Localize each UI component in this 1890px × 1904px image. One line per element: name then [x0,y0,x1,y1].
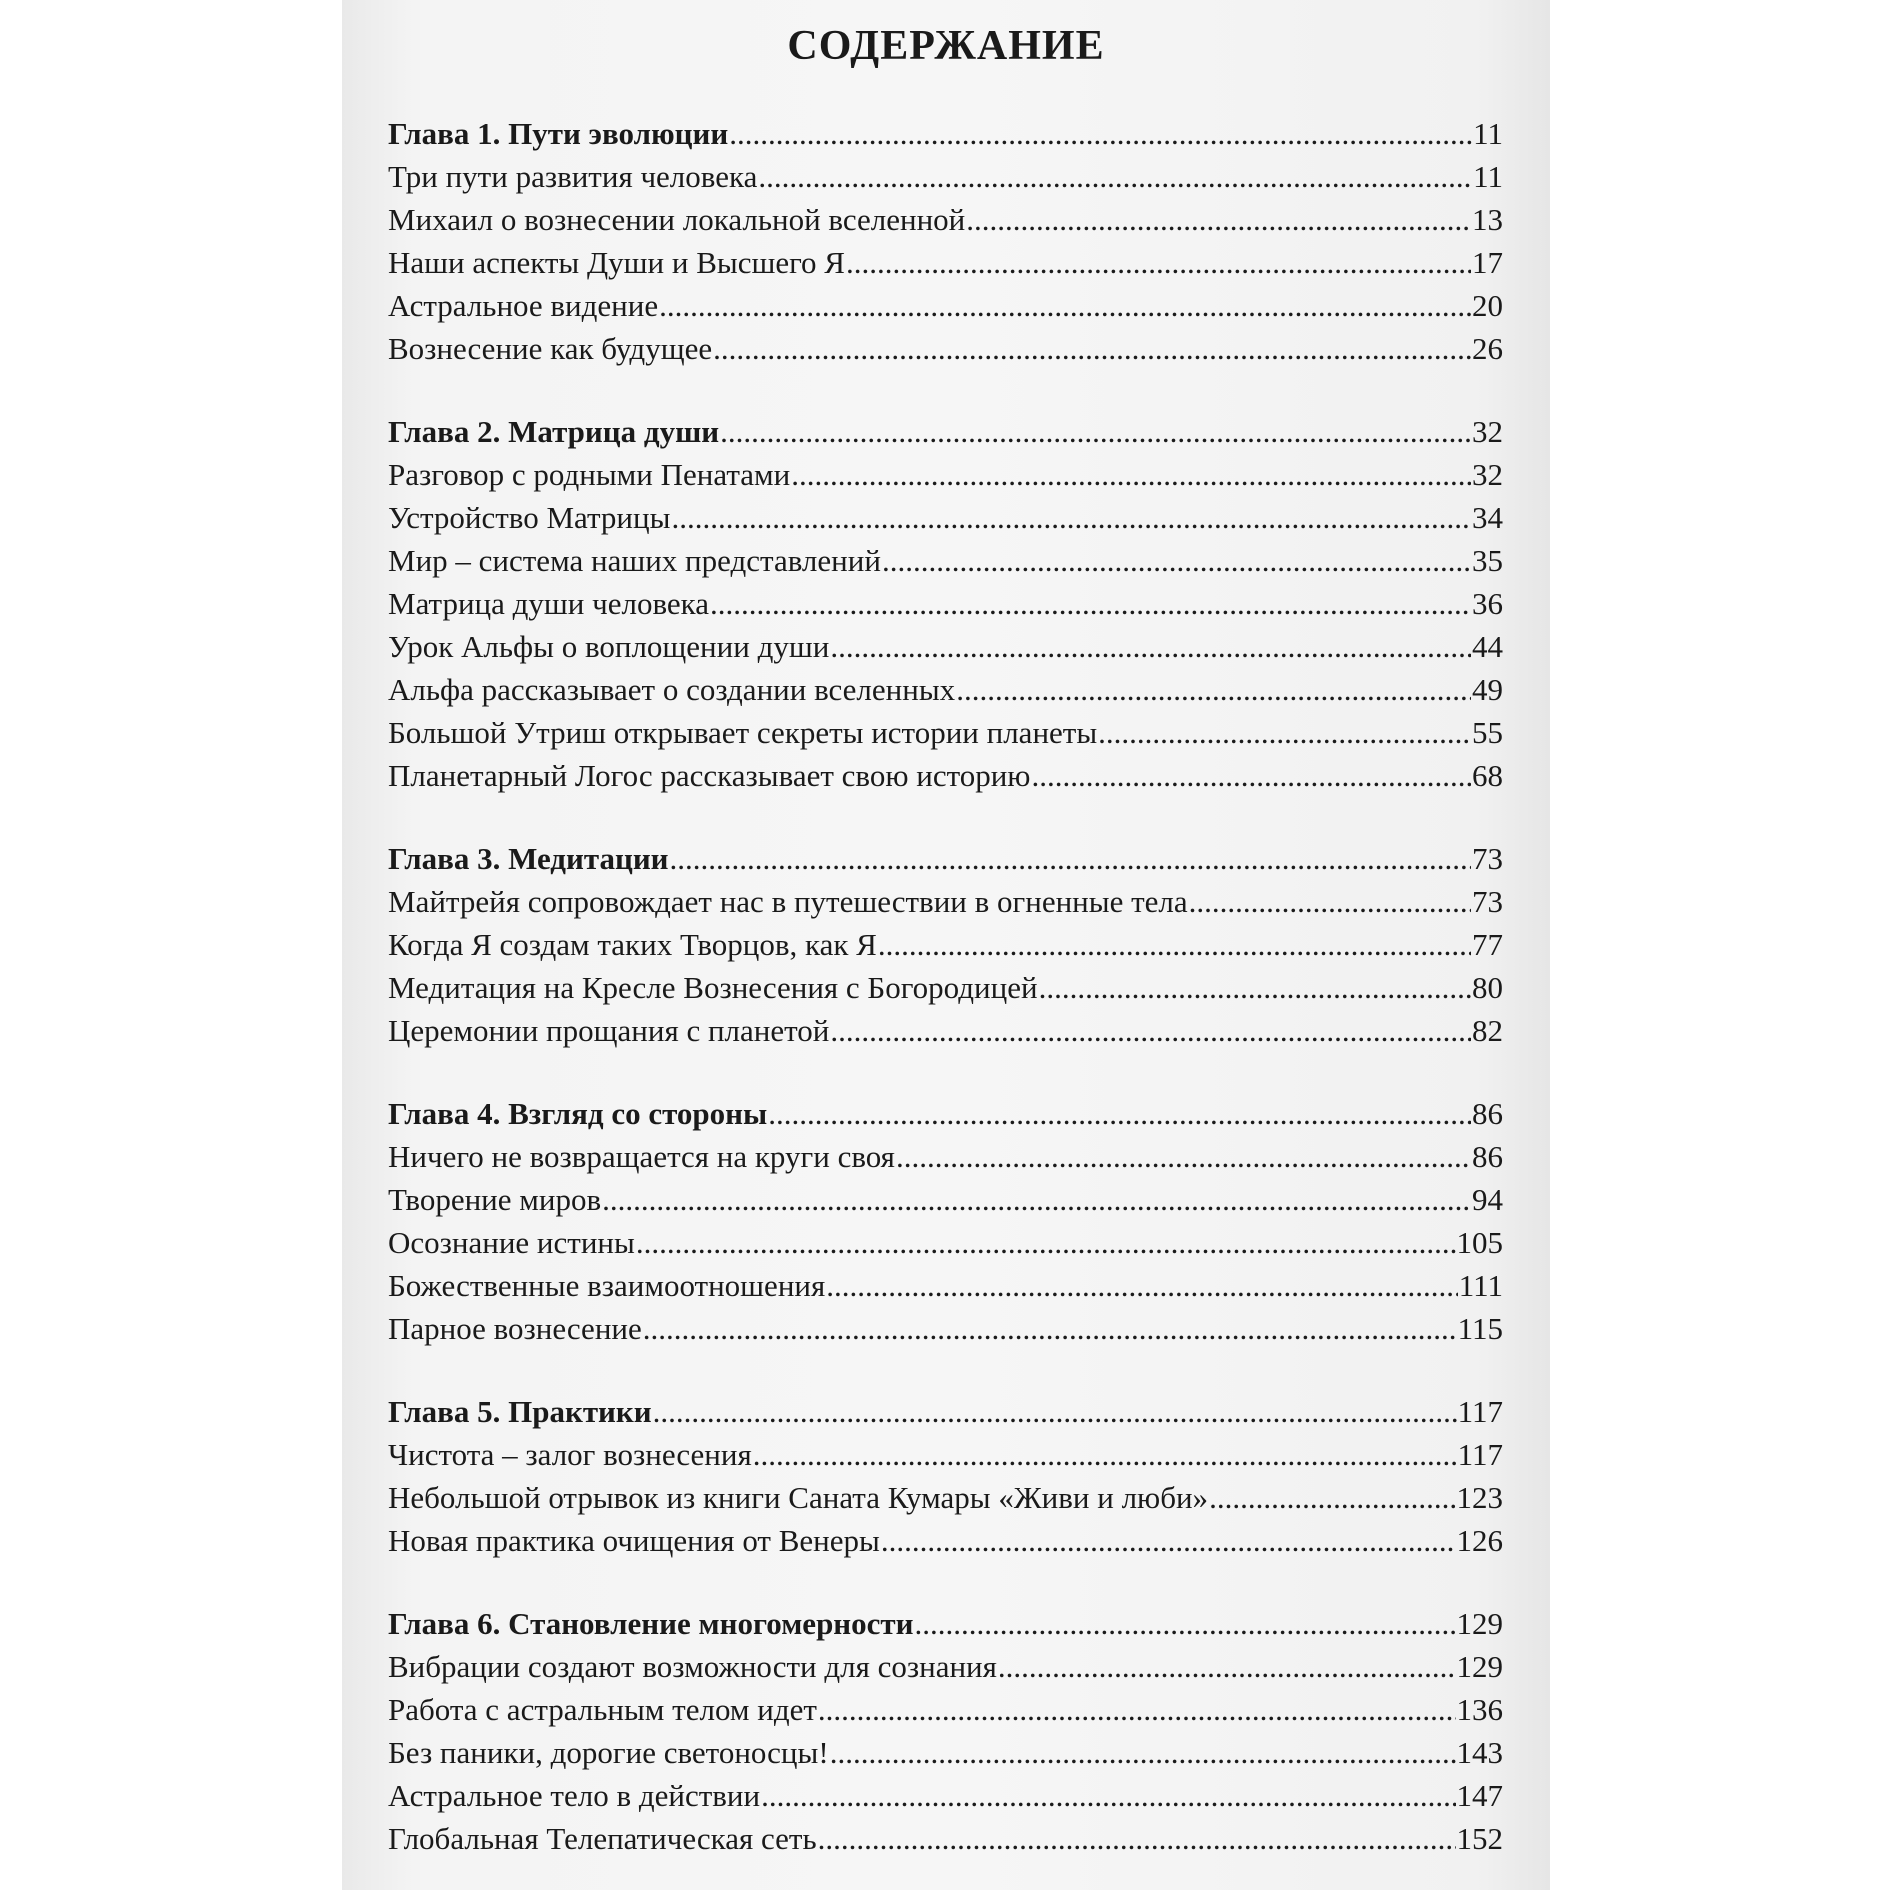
section-entry-page-number: 36 [1472,586,1503,621]
dot-leader [1209,1480,1455,1516]
section-entry-page-number: 34 [1472,500,1503,535]
dot-leader [915,1606,1456,1642]
section-entry [388,672,1503,715]
section-entry [388,1523,1503,1566]
chapter-heading-page-number: 73 [1472,841,1503,876]
chapter-heading-title: Глава 3. Медитации [388,841,669,876]
dot-leader [1189,884,1471,920]
section-entry [388,1821,1503,1864]
section-entry-page-number: 111 [1458,1268,1503,1303]
section-entry-page-number: 94 [1472,1182,1503,1217]
section-entry-title: Большой Утриш открывает секреты истории планеты [388,715,1098,750]
section-entry-title: Вознесение как будущее [388,331,713,366]
chapter-block [388,1606,1503,1864]
dot-leader [1098,715,1471,751]
section-entry-page-number: 68 [1472,758,1503,793]
dot-leader [636,1225,1456,1261]
dot-leader [670,841,1471,877]
section-entry [388,1692,1503,1735]
section-entry-page-number: 55 [1472,715,1503,750]
chapter-block [388,841,1503,1056]
chapter-heading-page-number: 32 [1472,414,1503,449]
dot-leader [768,1096,1471,1132]
dot-leader [671,500,1471,536]
chapter-heading [388,414,1503,457]
section-entry [388,288,1503,331]
section-entry-page-number: 117 [1457,1437,1503,1472]
section-entry-page-number: 73 [1472,884,1503,919]
section-entry-page-number: 32 [1472,457,1503,492]
section-entry-title: Медитация на Кресле Вознесения с Богородицей [388,970,1038,1005]
section-entry [388,1480,1503,1523]
section-entry-title: Ничего не возвращается на круги своя [388,1139,895,1174]
dot-leader [878,927,1471,963]
section-entry-page-number: 17 [1472,245,1503,280]
chapter-heading-page-number: 11 [1473,116,1503,151]
dot-leader [643,1311,1457,1347]
section-entry-page-number: 11 [1473,159,1503,194]
chapter-heading-page-number: 117 [1457,1394,1503,1429]
section-entry [388,1437,1503,1480]
section-entry-page-number: 126 [1456,1523,1503,1558]
section-entry-page-number: 86 [1472,1139,1503,1174]
dot-leader [818,1821,1456,1857]
dot-leader [818,1692,1456,1728]
section-entry [388,457,1503,500]
section-entry [388,500,1503,543]
section-entry-title: Работа с астральным телом идет [388,1692,817,1727]
section-entry [388,1268,1503,1311]
section-entry-page-number: 80 [1472,970,1503,1005]
section-entry-title: Мир – система наших представлений [388,543,881,578]
section-entry-page-number: 82 [1472,1013,1503,1048]
section-entry [388,927,1503,970]
dot-leader [753,1437,1457,1473]
dot-leader [659,288,1471,324]
section-entry-title: Майтрейя сопровождает нас в путешествии в огненные тела [388,884,1188,919]
section-entry-title: Церемонии прощания с планетой [388,1013,830,1048]
dot-leader [1039,970,1471,1006]
section-entry-page-number: 26 [1472,331,1503,366]
section-entry-title: Альфа рассказывает о создании вселенных [388,672,956,707]
dot-leader [720,414,1471,450]
chapter-heading-title: Глава 1. Пути эволюции [388,116,729,151]
section-entry-title: Осознание истины [388,1225,635,1260]
chapter-block [388,1394,1503,1566]
section-entry [388,245,1503,288]
section-entry-title: Матрица души человека [388,586,710,621]
dot-leader [956,672,1471,708]
chapter-heading [388,1096,1503,1139]
dot-leader [710,586,1471,622]
section-entry [388,543,1503,586]
chapter-heading [388,841,1503,884]
section-entry [388,1139,1503,1182]
chapter-heading-page-number: 129 [1456,1606,1503,1641]
dot-leader [896,1139,1471,1175]
section-entry-page-number: 143 [1456,1735,1503,1770]
dot-leader [881,1523,1456,1559]
section-entry-page-number: 147 [1456,1778,1503,1813]
section-entry-page-number: 49 [1472,672,1503,707]
chapter-block [388,1096,1503,1354]
section-entry [388,1225,1503,1268]
section-entry-title: Устройство Матрицы [388,500,671,535]
dot-leader [846,245,1471,281]
section-entry [388,1778,1503,1821]
section-entry-title: Вибрации создают возможности для сознания [388,1649,997,1684]
section-entry-title: Новая практика очищения от Венеры [388,1523,880,1558]
section-entry-title: Чистота – залог вознесения [388,1437,752,1472]
section-entry-page-number: 13 [1472,202,1503,237]
dot-leader [1031,758,1471,794]
section-entry [388,1013,1503,1056]
section-entry [388,586,1503,629]
section-entry-page-number: 77 [1472,927,1503,962]
section-entry [388,202,1503,245]
dot-leader [761,1778,1455,1814]
chapter-heading-title: Глава 5. Практики [388,1394,652,1429]
dot-leader [791,457,1471,493]
chapter-heading-title: Глава 2. Матрица души [388,414,720,449]
dot-leader [602,1182,1471,1218]
dot-leader [966,202,1471,238]
dot-leader [713,331,1471,367]
dot-leader [998,1649,1456,1685]
section-entry-page-number: 44 [1472,629,1503,664]
section-entry-title: Глобальная Телепатическая сеть [388,1821,817,1856]
dot-leader [882,543,1471,579]
section-entry [388,331,1503,374]
section-entry-title: Астральное видение [388,288,659,323]
section-entry [388,715,1503,758]
section-entry [388,1182,1503,1225]
section-entry-title: Астральное тело в действии [388,1778,761,1813]
toc-title: СОДЕРЖАНИЕ [787,23,1105,69]
section-entry-title: Михаил о вознесении локальной вселенной [388,202,966,237]
section-entry-page-number: 105 [1456,1225,1503,1260]
chapter-heading [388,116,1503,159]
chapter-heading-title: Глава 4. Взгляд со стороны [388,1096,768,1131]
section-entry-title: Без паники, дорогие светоносцы! [388,1735,829,1770]
dot-leader [729,116,1472,152]
dot-leader [830,1013,1471,1049]
section-entry [388,1735,1503,1778]
section-entry [388,1649,1503,1692]
section-entry-title: Разговор с родными Пенатами [388,457,791,492]
section-entry-page-number: 152 [1456,1821,1503,1856]
chapter-block [388,116,1503,374]
section-entry-page-number: 20 [1472,288,1503,323]
section-entry-title: Творение миров [388,1182,602,1217]
dot-leader [758,159,1472,195]
section-entry-title: Небольшой отрывок из книги Саната Кумары «Живи и люби» [388,1480,1209,1515]
section-entry-page-number: 123 [1456,1480,1503,1515]
table-of-contents [388,116,1503,1904]
section-entry [388,629,1503,672]
chapter-heading [388,1606,1503,1649]
section-entry [388,884,1503,927]
section-entry-title: Урок Альфы о воплощении души [388,629,830,664]
section-entry-title: Наши аспекты Души и Высшего Я [388,245,845,280]
section-entry-page-number: 115 [1457,1311,1503,1346]
section-entry [388,1311,1503,1354]
section-entry-page-number: 35 [1472,543,1503,578]
section-entry-title: Когда Я создам таких Творцов, как Я [388,927,877,962]
section-entry-title: Божественные взаимоотношения [388,1268,826,1303]
section-entry-page-number: 129 [1456,1649,1503,1684]
chapter-heading [388,1394,1503,1437]
section-entry [388,970,1503,1013]
section-entry-title: Планетарный Логос рассказывает свою историю [388,758,1031,793]
dot-leader [826,1268,1458,1304]
dot-leader [830,1735,1456,1771]
section-entry [388,758,1503,801]
dot-leader [653,1394,1457,1430]
section-entry-title: Парное вознесение [388,1311,642,1346]
chapter-heading-title: Глава 6. Становление многомерности [388,1606,914,1641]
section-entry-title: Три пути развития человека [388,159,758,194]
dot-leader [830,629,1471,665]
chapter-heading-page-number: 86 [1472,1096,1503,1131]
section-entry-page-number: 136 [1456,1692,1503,1727]
chapter-block [388,414,1503,801]
section-entry [388,159,1503,202]
